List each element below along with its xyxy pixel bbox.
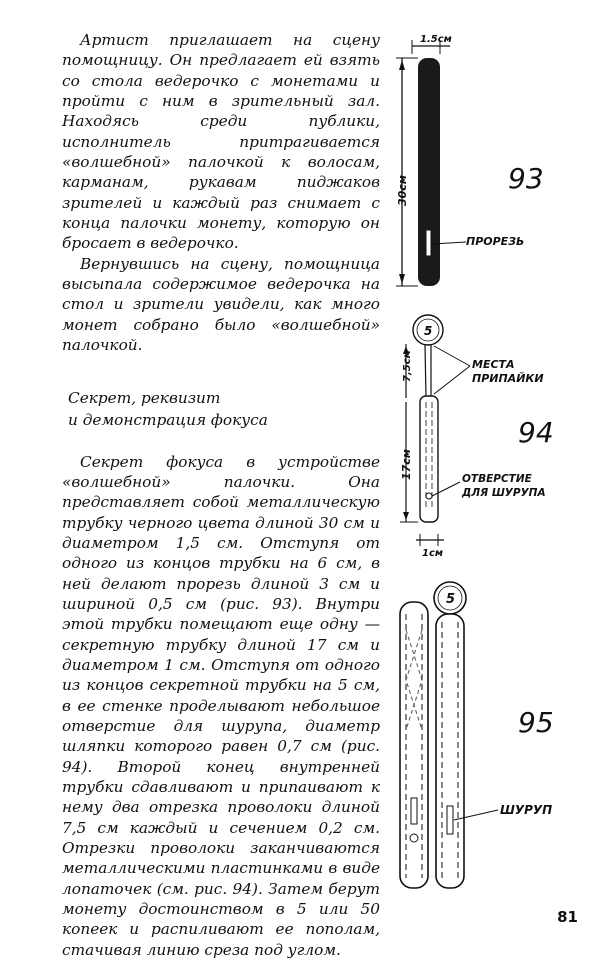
- text-column: [62, 30, 380, 960]
- open-tube: [400, 602, 428, 888]
- fig94-solder-label-1: МЕСТА: [472, 358, 515, 371]
- fig94-length-label: 17см: [400, 449, 413, 480]
- fig93-width-label: 1.5см: [420, 34, 452, 45]
- secret-tube: [420, 396, 438, 522]
- fig94-hole-label-2: ДЛЯ ШУРУПА: [461, 487, 546, 499]
- fig94-hole-label-1: ОТВЕРСТИЕ: [462, 473, 533, 485]
- fig94-number: 94: [518, 416, 554, 449]
- fig93-number: 93: [508, 162, 544, 195]
- fig95-number: 95: [518, 706, 554, 739]
- fig95-screw-label: ШУРУП: [500, 803, 552, 817]
- page-number: 81: [557, 908, 578, 926]
- section-heading: [68, 387, 380, 431]
- fig94-solder-label-2: ПРИПАЙКИ: [472, 372, 544, 385]
- screw-hole: [426, 493, 432, 499]
- figure-93: [390, 30, 590, 300]
- closed-tube: [436, 614, 464, 888]
- fig94-coin-text: 5: [424, 324, 432, 338]
- tube-slot: [426, 230, 431, 256]
- fig94-width-label: 1см: [422, 548, 443, 559]
- fig93-slot-label: ПРОРЕЗЬ: [466, 235, 524, 248]
- heading-line-2: и демонстрация фокуса: [68, 409, 380, 431]
- fig93-length-label: 30см: [396, 175, 409, 206]
- fig95-coin-text: 5: [446, 592, 455, 607]
- heading-line-1: Секрет, реквизит: [68, 387, 380, 409]
- figure-94: [390, 310, 590, 560]
- paragraph-body: Секрет фокуса в устройстве «волшебной» палочки. Она представляет собой металлическую трубку черного цвета длиной 30 см и диаметром 1,5 см. Отступя от одного из концов трубки на 6 см, в ней делают прорезь длиной 3 см и шириной 0,5 см (рис. 93). Внутри этой трубки помещают еще одну — секретную трубку длиной 17 см и диаметром 1 см. Отступя от одного из концов секретной трубки на 5 см, в ее стенке проделывают небольшое отверстие для шурупа, диаметр шляпки которого равен 0,7 см (рис. 94). Второй конец внутренней трубки сдавливают и припаивают к нему два отрезка проволоки длиной 7,5 см каждый и сечением 0,2 см. Отрезки проволоки заканчиваются металлическими пластинками в виде лопаточек (см. рис. 94). Затем берут монету достоинством в 5 или 50 копеек и распиливают ее пополам, стачивая линию среза под углом.: [62, 452, 380, 960]
- paragraph-1: Артист приглашает на сцену помощницу. Он предлагает ей взять со стола ведерочко с монетами и пройти с ним в зрительный зал. Находясь среди публики, исполнитель притрагивается «волшебной» палочкой к волосам, карманам, рукавам пиджаков зрителей и каждый раз снимает с конца палочки монету, которую он бросает в ведерочко.: [62, 30, 380, 254]
- paragraph-2: Вернувшись на сцену, помощница высыпала содержимое ведерочка на стол и зрители увидели, как много монет собрано было «волшебной» палочкой.: [62, 254, 380, 356]
- fig94-top-label: 7,5см: [402, 350, 413, 382]
- figure-95: [390, 570, 590, 900]
